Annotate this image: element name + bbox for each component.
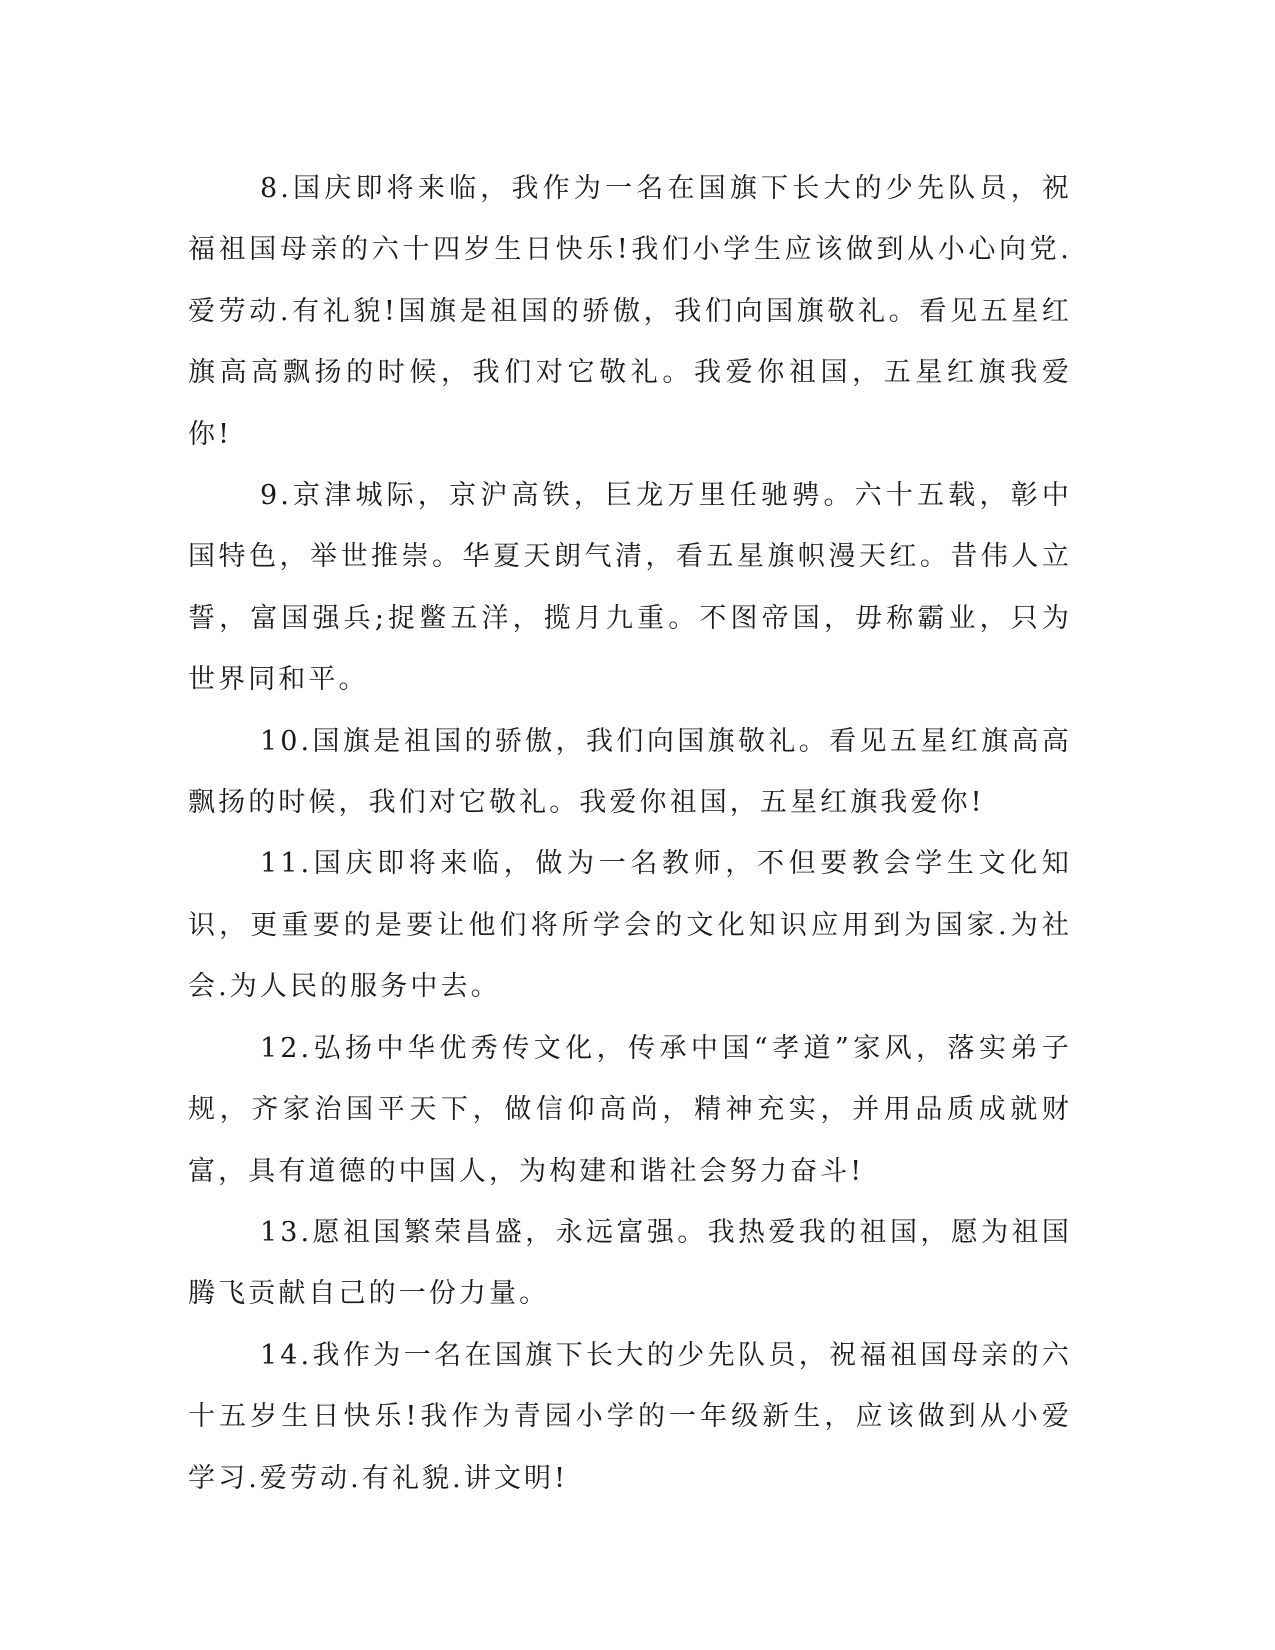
paragraph-9: 9.京津城际，京沪高铁，巨龙万里任驰骋。六十五载，彰中国特色，举世推崇。华夏天朗气清，看五星旗帜漫天红。昔伟人立誓，富国强兵;捉鳖五洋，揽月九重。不图帝国，毋称霸业，只为世界同和平。: [188, 480, 1072, 696]
document-body: [188, 158, 1072, 1509]
paragraph-11: 11.国庆即将来临，做为一名教师，不但要教会学生文化知识，更重要的是要让他们将所学会的文化知识应用到为国家.为社会.为人民的服务中去。: [188, 848, 1072, 1003]
paragraph-14: 14.我作为一名在国旗下长大的少先队员，祝福祖国母亲的六十五岁生日快乐!我作为青园小学的一年级新生，应该做到从小爱学习.爱劳动.有礼貌.讲文明!: [188, 1339, 1072, 1494]
paragraph-13: 13.愿祖国繁荣昌盛，永远富强。我热爱我的祖国，愿为祖国腾飞贡献自己的一份力量。: [188, 1216, 1072, 1310]
paragraph-8: 8.国庆即将来临，我作为一名在国旗下长大的少先队员，祝福祖国母亲的六十四岁生日快乐!我们小学生应该做到从小心向党.爱劳动.有礼貌!国旗是祖国的骄傲，我们向国旗敬礼。看见五星红旗高高飘扬的时候，我们对它敬礼。我爱你祖国，五星红旗我爱你!: [188, 173, 1072, 450]
paragraph-10: 10.国旗是祖国的骄傲，我们向国旗敬礼。看见五星红旗高高飘扬的时候，我们对它敬礼。我爱你祖国，五星红旗我爱你!: [188, 725, 1072, 819]
paragraph-12: 12.弘扬中华优秀传文化，传承中国“孝道”家风，落实弟子规，齐家治国平天下，做信仰高尚，精神充实，并用品质成就财富，具有道德的中国人，为构建和谐社会努力奋斗!: [188, 1032, 1072, 1187]
